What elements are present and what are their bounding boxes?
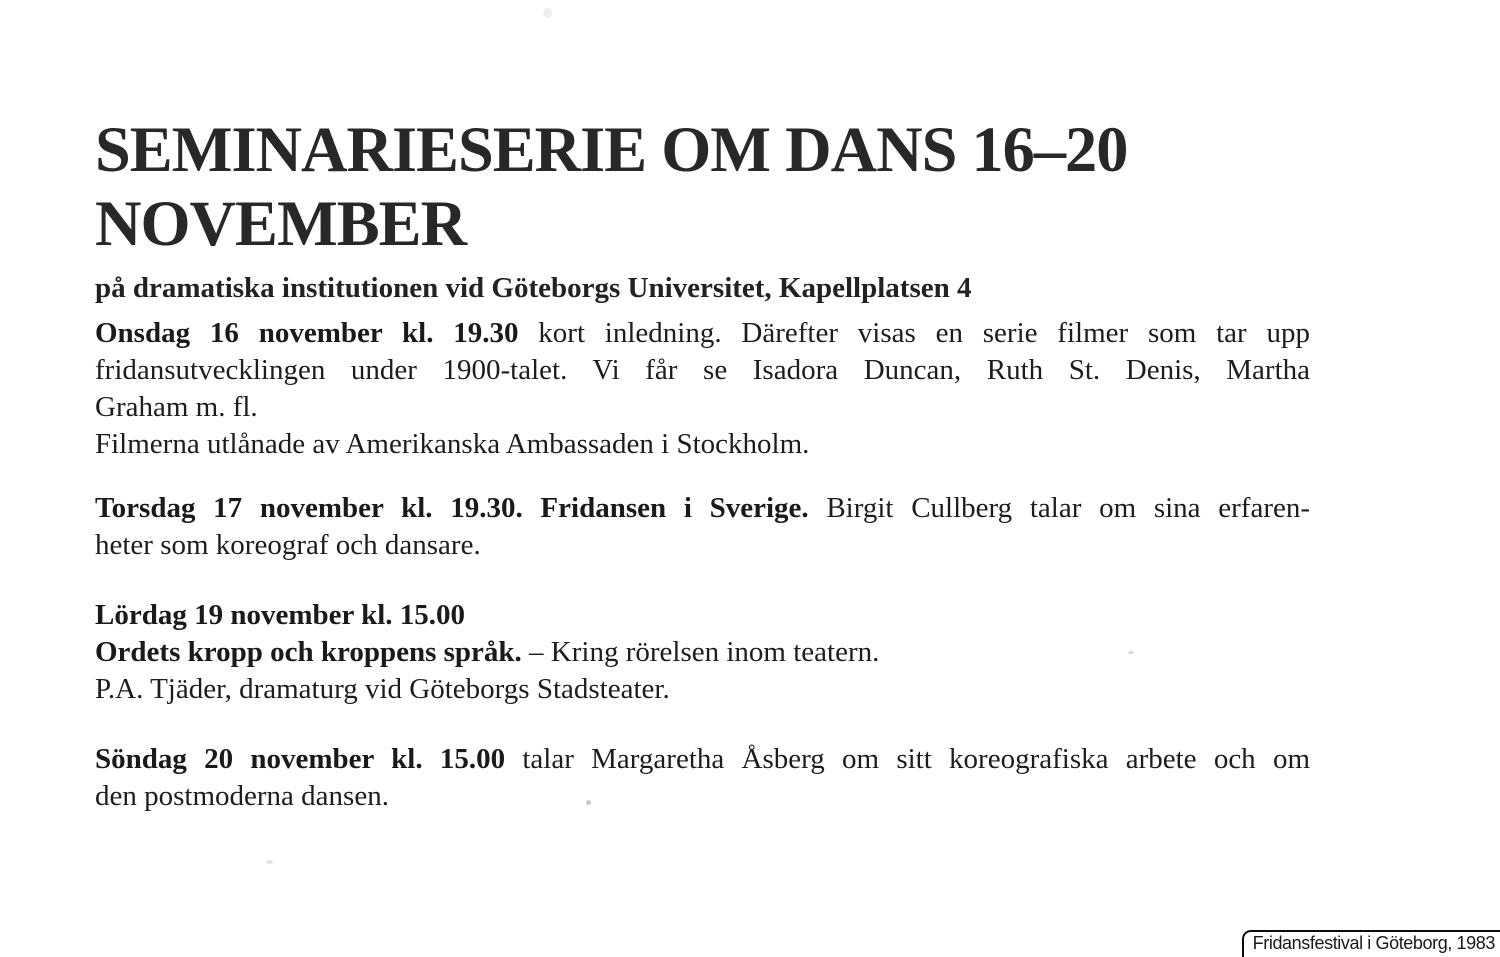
body-text: den postmoderna dansen. — [95, 780, 389, 812]
body-text: heter som koreograf och dansare. — [95, 529, 481, 561]
text-line — [95, 634, 1310, 671]
body-text: fridansutvecklingen under 1900-talet. Vi får se Isadora Duncan, Ruth St. Denis, Martha — [95, 354, 1310, 386]
body-text: – Kring rörelsen inom teatern. — [521, 636, 880, 668]
text-line — [95, 389, 1310, 426]
scan-artifact — [543, 8, 552, 18]
body-text: Graham m. fl. — [95, 391, 258, 423]
bold-text: Onsdag 16 november kl. 19.30 — [95, 317, 539, 349]
sections — [95, 315, 1310, 815]
text-line — [95, 741, 1310, 778]
title-line-2: NOVEMBER — [95, 188, 467, 260]
text-line — [95, 527, 1310, 564]
page-title — [95, 113, 1298, 261]
seminar-entry-lordag-19-november — [95, 597, 1310, 708]
bold-text: Söndag 20 november kl. 15.00 — [95, 743, 523, 775]
caption-text: Fridansfestival i Göteborg, 1983 — [1252, 933, 1495, 953]
seminar-entry-sondag-20-november — [95, 741, 1310, 815]
body-text: kort inledning. Därefter visas en serie filmer som tar upp — [538, 317, 1310, 349]
scan-artifact — [266, 860, 273, 864]
text-line — [95, 778, 1310, 815]
text-line — [95, 315, 1310, 352]
body-text: P.A. Tjäder, dramaturg vid Göteborgs Stadsteater. — [95, 673, 670, 705]
seminar-entry-torsdag-17-november — [95, 490, 1310, 564]
body-text: Filmerna utlånade av Amerikanska Ambassaden i Stockholm. — [95, 428, 810, 460]
bold-text: Lördag 19 november kl. 15.00 — [95, 599, 466, 631]
bold-text: Torsdag 17 november kl. 19.30. Fridansen i Sverige. — [95, 492, 827, 524]
body-text: Birgit Cullberg talar om sina erfaren- — [826, 492, 1310, 524]
body-text: talar Margaretha Åsberg om sitt koreografiska arbete och om — [522, 743, 1310, 775]
text-line — [95, 426, 1310, 463]
text-line — [95, 352, 1310, 389]
caption-box — [1242, 930, 1500, 957]
subtitle-venue: på dramatiska institutionen vid Göteborgs Universitet, Kapellplatsen 4 — [95, 272, 972, 304]
seminar-entry-onsdag-16-november — [95, 315, 1310, 463]
text-line — [95, 490, 1310, 527]
text-line — [95, 597, 1310, 634]
bold-text: Ordets kropp och kroppens språk. — [95, 636, 522, 668]
seminar-announcement — [95, 113, 1310, 815]
title-line-1: SEMINARIESERIE OM DANS 16–20 — [95, 114, 1128, 186]
text-line — [95, 671, 1310, 708]
